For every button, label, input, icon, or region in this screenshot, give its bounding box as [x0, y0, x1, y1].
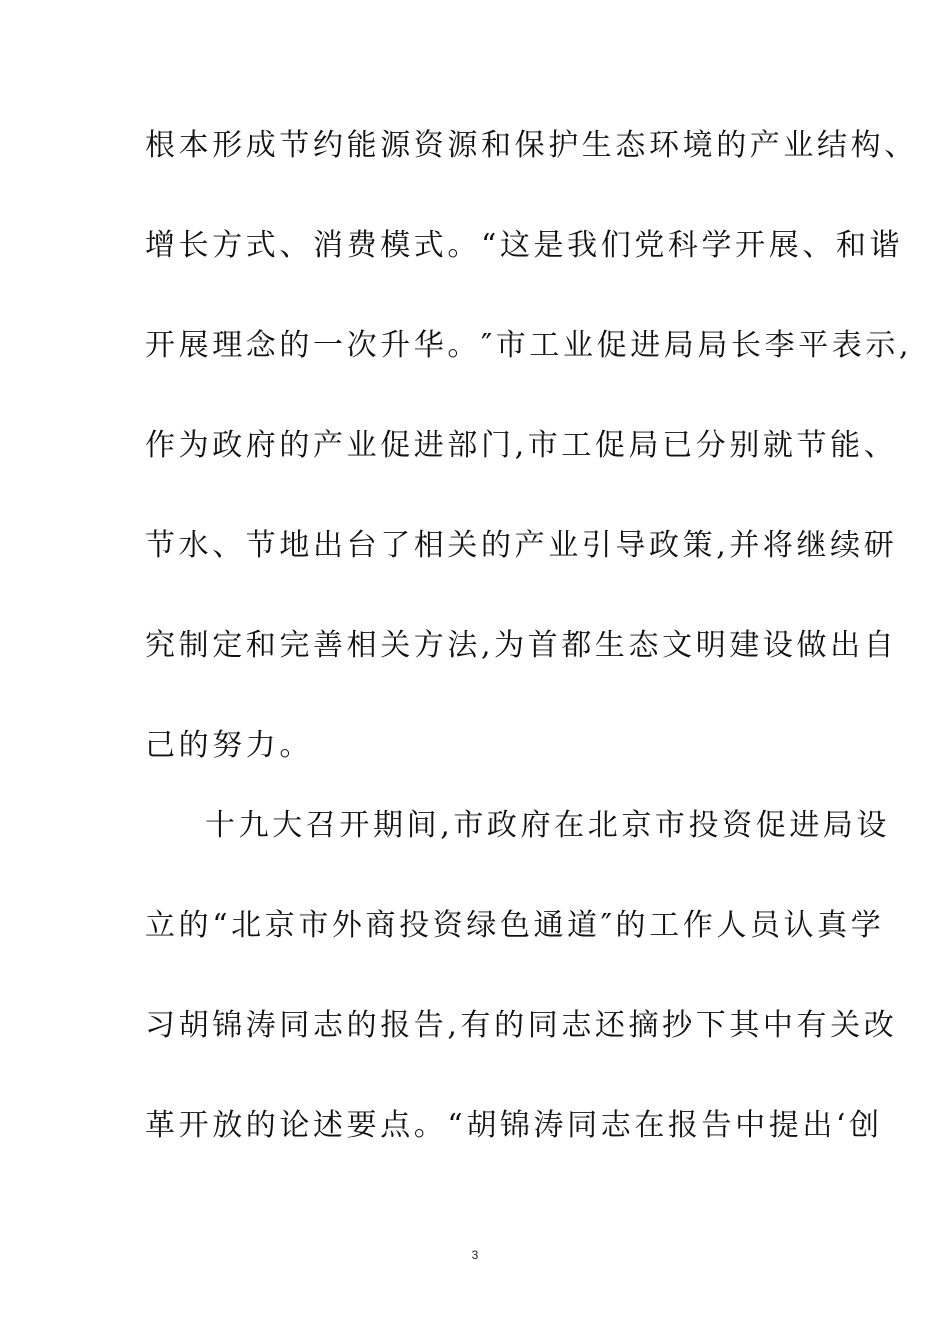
text-line-3: 开展理念的一次升华。″市工业促进局局长李平表示, — [145, 328, 913, 363]
text-line-7: 己的努力。 — [145, 728, 313, 763]
text-line-6: 究制定和完善相关方法,为首都生态文明建设做出自 — [145, 628, 898, 663]
text-line-8: 十九大召开期间,市政府在北京市投资促进局设 — [205, 808, 891, 843]
text-line-5: 节水、节地出台了相关的产业引导政策,并将继续研 — [145, 528, 898, 563]
text-line-10: 习胡锦涛同志的报告,有的同志还摘抄下其中有关改 — [145, 1008, 898, 1043]
text-line-1: 根本形成节约能源资源和保护生态环境的产业结构、 — [145, 128, 918, 163]
text-line-4: 作为政府的产业促进部门,市工促局已分别就节能、 — [145, 428, 898, 463]
text-line-11: 革开放的论述要点。“胡锦涛同志在报告中提出‘创 — [145, 1108, 883, 1143]
page-number: 3 — [471, 1248, 479, 1262]
text-line-9: 立的“北京市外商投资绿色通道″的工作人员认真学 — [145, 908, 885, 943]
text-line-2: 增长方式、消费模式。“这是我们党科学开展、和谐 — [145, 228, 904, 263]
